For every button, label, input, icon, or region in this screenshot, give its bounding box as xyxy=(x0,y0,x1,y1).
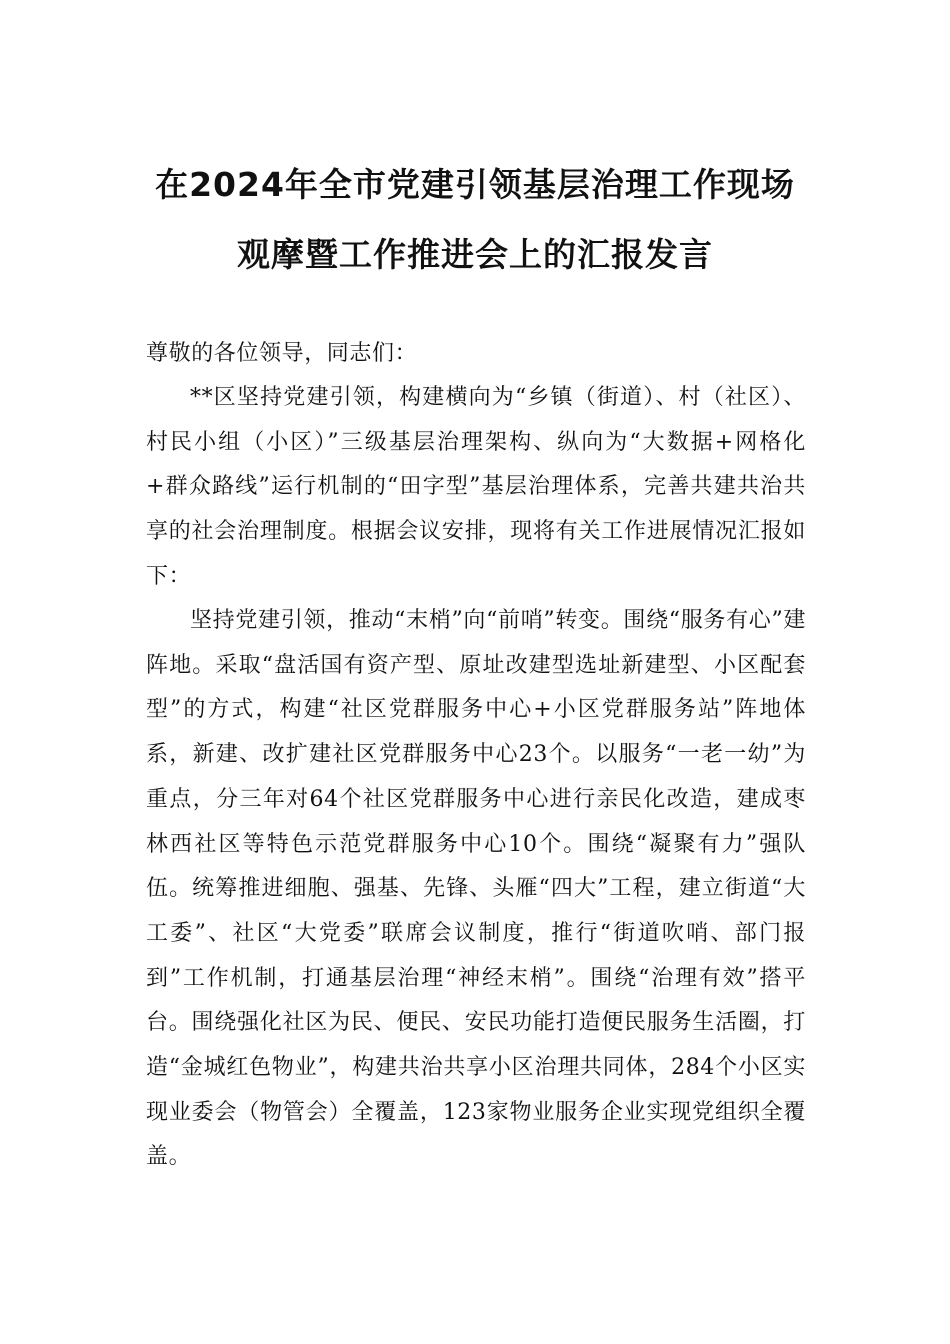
document-title-line-2: 观摩暨工作推进会上的汇报发言 xyxy=(237,235,713,274)
salutation: 尊敬的各位领导，同志们： xyxy=(146,341,418,366)
paragraph-party-building: 坚持党建引领，推动“末梢”向“前哨”转变。围绕“服务有心”建阵地。采取“盘活国有资产型、原址改建型选址新建型、小区配套型”的方式，构建“社区党群服务中心+小区党群服务站”阵地体系，新建、改扩建社区党群服务中心23个。以服务“一老一幼”为重点，分三年对64个社区党群服务中心进行亲民化改造，建成枣林西社区等特色示范党群服务中心10个。围绕“凝聚有力”强队伍。统筹推进细胞、强基、先锋、头雁“四大”工程，建立街道“大工委”、社区“大党委”联席会议制度，推行“街道吹哨、部门报到”工作机制，打通基层治理“神经末梢”。围绕“治理有效”搭平台。围绕强化社区为民、便民、安民功能打造便民服务生活圈，打造“金城红色物业”，构建共治共享小区治理共同体，284个小区实现业委会（物管会）全覆盖，123家物业服务企业实现党组织全覆盖。 xyxy=(146,608,806,1170)
paragraph-intro: **区坚持党建引领，构建横向为“乡镇（街道）、村（社区）、村民小组（小区）”三级基层治理架构、纵向为“大数据+网格化+群众路线”运行机制的“田字型”基层治理体系，完善共建共治共享的社会治理制度。根据会议安排，现将有关工作进展情况汇报如下： xyxy=(146,385,806,589)
document-title-line-1: 在2024年全市党建引领基层治理工作现场 xyxy=(155,165,795,204)
